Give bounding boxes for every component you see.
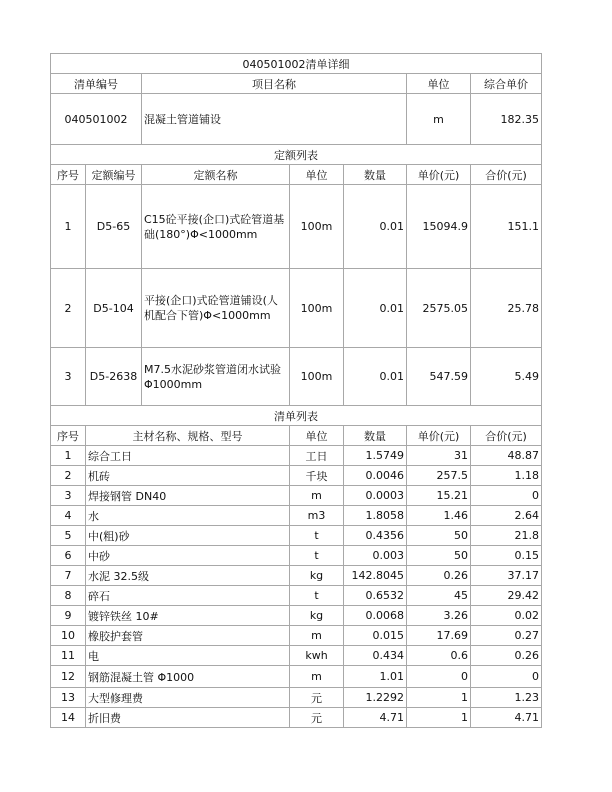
material-name: 机砖: [86, 466, 290, 486]
material-unit: 工日: [290, 446, 344, 466]
materials-header-qty: 数量: [344, 426, 407, 446]
material-total: 2.64: [471, 506, 542, 526]
quota-qty: 0.01: [344, 185, 407, 269]
material-no: 13: [51, 688, 86, 708]
material-name: 中砂: [86, 546, 290, 566]
material-row: [51, 486, 542, 506]
material-price: 1: [407, 688, 471, 708]
material-total: 0: [471, 666, 542, 688]
material-price: 3.26: [407, 606, 471, 626]
material-qty: 0.434: [344, 646, 407, 666]
material-qty: 1.01: [344, 666, 407, 688]
quota-header-unit: 单位: [290, 165, 344, 185]
material-unit: 千块: [290, 466, 344, 486]
material-total: 29.42: [471, 586, 542, 606]
material-price: 31: [407, 446, 471, 466]
material-no: 14: [51, 708, 86, 728]
material-unit: 元: [290, 708, 344, 728]
material-price: 17.69: [407, 626, 471, 646]
quota-price: 15094.9: [407, 185, 471, 269]
material-no: 7: [51, 566, 86, 586]
material-total: 4.71: [471, 708, 542, 728]
material-total: 0.27: [471, 626, 542, 646]
material-unit: kg: [290, 606, 344, 626]
quota-row: [51, 185, 542, 269]
materials-header-row: [51, 426, 542, 446]
material-no: 8: [51, 586, 86, 606]
item-name: 混凝土管道铺设: [142, 94, 407, 145]
item-price: 182.35: [471, 94, 542, 145]
material-qty: 1.5749: [344, 446, 407, 466]
quota-no: 1: [51, 185, 86, 269]
quota-row: [51, 269, 542, 348]
material-price: 0: [407, 666, 471, 688]
material-no: 11: [51, 646, 86, 666]
material-total: 0.26: [471, 646, 542, 666]
material-row: [51, 586, 542, 606]
quota-header-qty: 数量: [344, 165, 407, 185]
material-no: 9: [51, 606, 86, 626]
quota-header-total: 合价(元): [471, 165, 542, 185]
material-name: 综合工日: [86, 446, 290, 466]
material-qty: 0.4356: [344, 526, 407, 546]
quota-total: 5.49: [471, 348, 542, 406]
header-item-name: 项目名称: [142, 74, 407, 94]
material-row: [51, 506, 542, 526]
material-name: 镀锌铁丝 10#: [86, 606, 290, 626]
quota-name: 平接(企口)式砼管道铺设(人机配合下管)Φ<1000mm: [142, 269, 290, 348]
material-row: [51, 546, 542, 566]
quota-price: 2575.05: [407, 269, 471, 348]
material-no: 1: [51, 446, 86, 466]
summary-row: [51, 94, 542, 145]
material-row: [51, 688, 542, 708]
quota-row: [51, 348, 542, 406]
quota-qty: 0.01: [344, 348, 407, 406]
material-name: 碎石: [86, 586, 290, 606]
material-total: 37.17: [471, 566, 542, 586]
quota-unit: 100m: [290, 348, 344, 406]
quota-unit: 100m: [290, 185, 344, 269]
material-name: 水泥 32.5级: [86, 566, 290, 586]
material-unit: t: [290, 586, 344, 606]
material-name: 焊接钢管 DN40: [86, 486, 290, 506]
material-price: 1: [407, 708, 471, 728]
material-unit: m3: [290, 506, 344, 526]
quota-code: D5-2638: [86, 348, 142, 406]
quota-no: 2: [51, 269, 86, 348]
material-name: 水: [86, 506, 290, 526]
quota-header-row: [51, 165, 542, 185]
material-unit: m: [290, 486, 344, 506]
quota-total: 25.78: [471, 269, 542, 348]
quota-section-title: 定额列表: [51, 145, 542, 165]
table-title: 040501002清单详细: [51, 54, 542, 74]
material-row: [51, 446, 542, 466]
material-qty: 142.8045: [344, 566, 407, 586]
materials-header-price: 单价(元): [407, 426, 471, 446]
material-price: 0.6: [407, 646, 471, 666]
material-unit: m: [290, 666, 344, 688]
quota-code: D5-65: [86, 185, 142, 269]
material-row: [51, 646, 542, 666]
material-row: [51, 526, 542, 546]
quota-name: M7.5水泥砂浆管道闭水试验Φ1000mm: [142, 348, 290, 406]
quota-no: 3: [51, 348, 86, 406]
material-row: [51, 666, 542, 688]
material-qty: 0.015: [344, 626, 407, 646]
quota-name: C15砼平接(企口)式砼管道基础(180°)Φ<1000mm: [142, 185, 290, 269]
materials-header-no: 序号: [51, 426, 86, 446]
material-price: 15.21: [407, 486, 471, 506]
bill-code: 040501002: [51, 94, 142, 145]
header-unit-price: 综合单价: [471, 74, 542, 94]
material-qty: 0.0003: [344, 486, 407, 506]
material-total: 0: [471, 486, 542, 506]
material-unit: 元: [290, 688, 344, 708]
material-name: 折旧费: [86, 708, 290, 728]
material-price: 0.26: [407, 566, 471, 586]
material-qty: 1.8058: [344, 506, 407, 526]
material-name: 中(粗)砂: [86, 526, 290, 546]
material-no: 5: [51, 526, 86, 546]
quota-header-name: 定额名称: [142, 165, 290, 185]
quota-code: D5-104: [86, 269, 142, 348]
material-no: 3: [51, 486, 86, 506]
quota-total: 151.1: [471, 185, 542, 269]
material-price: 50: [407, 546, 471, 566]
material-unit: m: [290, 626, 344, 646]
quota-price: 547.59: [407, 348, 471, 406]
material-qty: 0.003: [344, 546, 407, 566]
quota-unit: 100m: [290, 269, 344, 348]
material-row: [51, 708, 542, 728]
quota-qty: 0.01: [344, 269, 407, 348]
material-price: 1.46: [407, 506, 471, 526]
material-price: 50: [407, 526, 471, 546]
header-unit: 单位: [407, 74, 471, 94]
material-row: [51, 626, 542, 646]
material-no: 2: [51, 466, 86, 486]
material-total: 1.23: [471, 688, 542, 708]
material-qty: 0.6532: [344, 586, 407, 606]
summary-header-row: [51, 74, 542, 94]
material-name: 电: [86, 646, 290, 666]
material-no: 12: [51, 666, 86, 688]
quota-header-price: 单价(元): [407, 165, 471, 185]
quota-header-no: 序号: [51, 165, 86, 185]
material-name: 钢筋混凝土管 Φ1000: [86, 666, 290, 688]
material-unit: kwh: [290, 646, 344, 666]
material-total: 0.15: [471, 546, 542, 566]
material-price: 45: [407, 586, 471, 606]
materials-header-name: 主材名称、规格、型号: [86, 426, 290, 446]
material-qty: 0.0046: [344, 466, 407, 486]
material-row: [51, 566, 542, 586]
quota-header-code: 定额编号: [86, 165, 142, 185]
material-total: 1.18: [471, 466, 542, 486]
material-no: 6: [51, 546, 86, 566]
material-qty: 0.0068: [344, 606, 407, 626]
material-qty: 1.2292: [344, 688, 407, 708]
material-no: 4: [51, 506, 86, 526]
material-unit: kg: [290, 566, 344, 586]
material-total: 48.87: [471, 446, 542, 466]
material-qty: 4.71: [344, 708, 407, 728]
materials-section-title: 清单列表: [51, 406, 542, 426]
materials-header-total: 合价(元): [471, 426, 542, 446]
item-unit: m: [407, 94, 471, 145]
material-name: 大型修理费: [86, 688, 290, 708]
material-total: 0.02: [471, 606, 542, 626]
header-bill-code: 清单编号: [51, 74, 142, 94]
materials-header-unit: 单位: [290, 426, 344, 446]
material-total: 21.8: [471, 526, 542, 546]
bill-detail-table: [50, 53, 542, 728]
material-row: [51, 466, 542, 486]
material-price: 257.5: [407, 466, 471, 486]
material-row: [51, 606, 542, 626]
material-unit: t: [290, 546, 344, 566]
material-name: 橡胶护套管: [86, 626, 290, 646]
material-no: 10: [51, 626, 86, 646]
material-unit: t: [290, 526, 344, 546]
